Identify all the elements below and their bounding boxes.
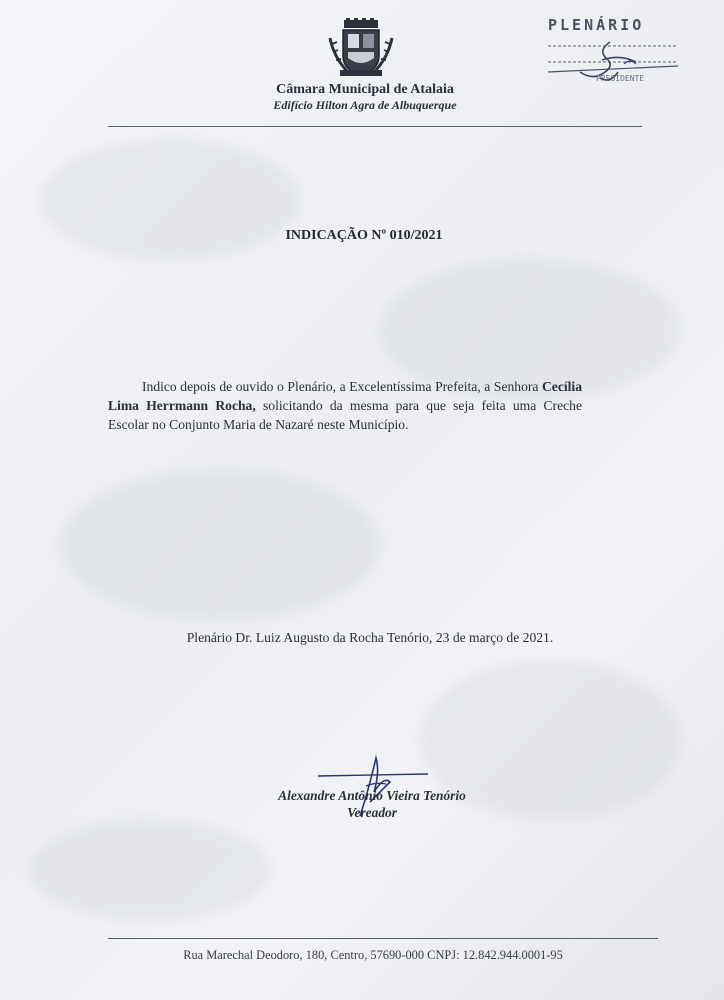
footer-address: Rua Marechal Deodoro, 180, Centro, 57690-000 CNPJ: 12.842.944.0001-95 bbox=[183, 948, 563, 962]
footer-divider bbox=[108, 938, 658, 939]
body-text-part2: solicitando da mesma para que seja feita uma Creche Escolar no Conjunto Maria de Nazaré neste Município. bbox=[108, 398, 582, 432]
body-text-part1: Indico depois de ouvido o Plenário, a Excelentíssima Prefeita, a Senhora bbox=[142, 379, 542, 394]
stamp-role-label: PRESIDENTE bbox=[596, 74, 645, 83]
municipal-crest-icon bbox=[326, 18, 396, 78]
paper-crease bbox=[60, 470, 380, 620]
signatory-role: Vereador bbox=[347, 805, 397, 820]
institution-name: Câmara Municipal de Atalaia bbox=[276, 82, 454, 97]
plenary-stamp bbox=[540, 14, 690, 94]
signatory-name: Alexandre Antônio Vieira Tenório bbox=[278, 788, 466, 803]
paper-crease bbox=[30, 820, 270, 920]
building-name: Edifício Hilton Agra de Albuquerque bbox=[273, 98, 457, 112]
document-body bbox=[108, 377, 582, 434]
stamp-title: PLENÁRIO bbox=[548, 16, 645, 34]
document-title: INDICAÇÃO Nº 010/2021 bbox=[285, 228, 443, 243]
body-text-bold-name: Cecília Lima Herrmann Rocha, bbox=[108, 379, 582, 413]
place-and-date: Plenário Dr. Luiz Augusto da Rocha Tenório, 23 de março de 2021. bbox=[186, 630, 554, 645]
header-divider bbox=[108, 126, 642, 127]
